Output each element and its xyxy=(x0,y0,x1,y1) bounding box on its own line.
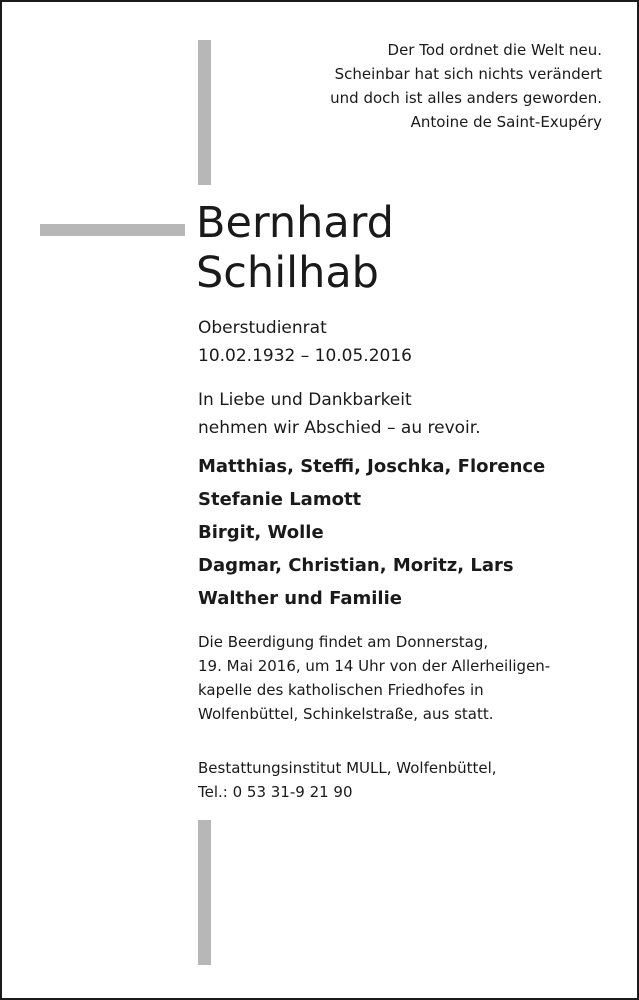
mourner-entry: Birgit, Wolle xyxy=(198,522,324,543)
funeral-line: 19. Mai 2016, um 14 Uhr von der Allerheiligen- xyxy=(198,657,551,675)
deceased-details xyxy=(198,314,412,370)
quote-line: und doch ist alles anders geworden. xyxy=(330,89,602,107)
funeral-info xyxy=(198,630,550,726)
deceased-dates: 10.02.1932 – 10.05.2016 xyxy=(198,346,412,366)
cross-top-bar xyxy=(198,40,211,185)
dedication xyxy=(198,386,481,442)
quote-line: Scheinbar hat sich nichts verändert xyxy=(334,65,602,83)
mourner-entry: Stefanie Lamott xyxy=(198,489,362,510)
deceased-last-name: Schilhab xyxy=(196,248,379,298)
cross-bottom-bar xyxy=(198,820,211,965)
undertaker-phone: Tel.: 0 53 31-9 21 90 xyxy=(198,783,353,801)
funeral-line: Die Beerdigung findet am Donnerstag, xyxy=(198,633,489,651)
funeral-line: kapelle des katholischen Friedhofes in xyxy=(198,681,484,699)
dedication-line: In Liebe und Dankbarkeit xyxy=(198,390,412,410)
deceased-name xyxy=(196,198,394,298)
deceased-title: Oberstudienrat xyxy=(198,318,327,338)
dedication-line: nehmen wir Abschied – au revoir. xyxy=(198,418,481,438)
mourner-entry: Walther und Familie xyxy=(198,588,402,609)
quote-line: Der Tod ordnet die Welt neu. xyxy=(387,41,602,59)
quote-author: Antoine de Saint-Exupéry xyxy=(410,113,602,131)
cross-horizontal-bar xyxy=(40,224,185,236)
deceased-first-name: Bernhard xyxy=(196,198,394,248)
mourners-list xyxy=(198,450,545,615)
undertaker-name: Bestattungsinstitut MULL, Wolfenbüttel, xyxy=(198,759,497,777)
funeral-line: Wolfenbüttel, Schinkelstraße, aus statt. xyxy=(198,705,494,723)
undertaker-info xyxy=(198,756,497,804)
quote xyxy=(252,38,602,134)
mourner-entry: Dagmar, Christian, Moritz, Lars xyxy=(198,555,514,576)
mourner-entry: Matthias, Steffi, Joschka, Florence xyxy=(198,456,546,477)
